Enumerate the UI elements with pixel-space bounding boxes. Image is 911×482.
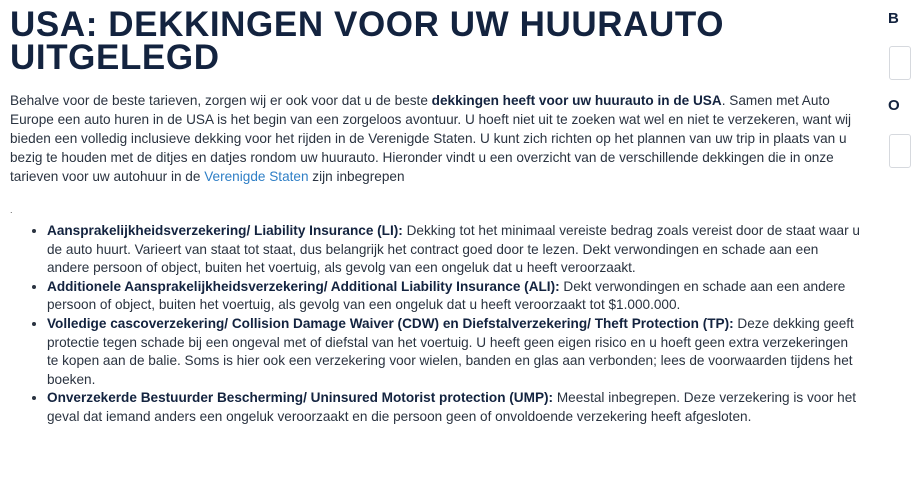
coverage-description: Dekking tot het minimaal vereiste bedrag zoals vereist door de staat waar u de auto huurt. Varieert van staat tot staat, dus belangrijk het contract goed door te lezen. Dekt verwondingen en schade aan een andere persoon of object, buiten het voertuig, als gevolg van een ongeluk dat u heeft veroorzaakt.: [47, 223, 860, 276]
sidebar-input-1[interactable]: [889, 46, 911, 80]
coverage-description: Dekt verwondingen en schade aan een andere persoon of object, buiten het voertuig, als gevolg van een ongeluk dat u heeft veroorzaakt tot $1.000.000.: [47, 278, 846, 313]
article: [10, 5, 862, 427]
intro-text-1: Behalve voor de beste tarieven, zorgen wij er ook voor dat u de beste: [10, 93, 432, 108]
sidebar-label-1: B: [888, 10, 899, 27]
sidebar-booking-form: [886, 0, 900, 482]
intro-bold-text: dekkingen heeft voor uw huurauto in de USA: [431, 93, 722, 108]
coverage-term: Aansprakelijkheidsverzekering/ Liability Insurance (LI):: [47, 223, 403, 238]
separator-dot: .: [10, 205, 13, 215]
intro-text-3: zijn inbegrepen: [308, 169, 405, 184]
coverage-item-ump: [47, 389, 862, 426]
page-title: USA: DEKKINGEN VOOR UW HUURAUTO UITGELEGD: [10, 5, 725, 77]
coverage-item-cdw-tp: [47, 315, 862, 389]
coverage-description: Deze dekking geeft protectie tegen schade bij een ongeval met of diefstal van het voertuig. U heeft geen eigen risico en u hoeft geen extra verzekeringen te kopen aan de balie. Soms is hier ook een verzekering voor wielen, banden en glas aan verbonden; lees de voorwaarden tijdens het boeken.: [47, 315, 854, 387]
coverage-term: Volledige cascoverzekering/ Collision Damage Waiver (CDW) en Diefstalverzekering/ Theft Protection (TP):: [47, 315, 734, 331]
intro-text-2: . Samen met Auto Europe een auto huren in de USA is het begin van een zorgeloos avontuur. U hoeft niet uit te zoeken wat wel en niet te verzekeren, want wij bieden een volledig inclusieve dekking voor het rijden in de Verenigde Staten. U kunt zich richten op het plannen van uw trip in plaats van u bezig te houden met de ditjes en datjes rondom uw huurauto. Hieronder vindt u een overzicht van de verschillende dekkingen die in onze tarieven voor uw autohuur in de: [10, 93, 852, 184]
intro-paragraph: [10, 91, 862, 186]
coverage-list: [10, 222, 862, 427]
sidebar-input-2[interactable]: [889, 134, 911, 168]
coverage-term: Onverzekerde Bestuurder Bescherming/ Uninsured Motorist protection (UMP):: [47, 390, 554, 406]
coverage-item-li: [47, 222, 862, 278]
coverage-description: Meestal inbegrepen. Deze verzekering is voor het geval dat iemand anders een ongeluk veroorzaakt en die persoon geen of onvoldoende verzekering heeft afgesloten.: [47, 390, 857, 424]
coverage-term: Additionele Aansprakelijkheidsverzekering/ Additional Liability Insurance (ALI):: [47, 278, 560, 294]
sidebar-label-2: O: [888, 97, 900, 114]
verenigde-staten-link[interactable]: Verenigde Staten: [204, 169, 309, 184]
coverage-item-ali: [47, 278, 862, 315]
